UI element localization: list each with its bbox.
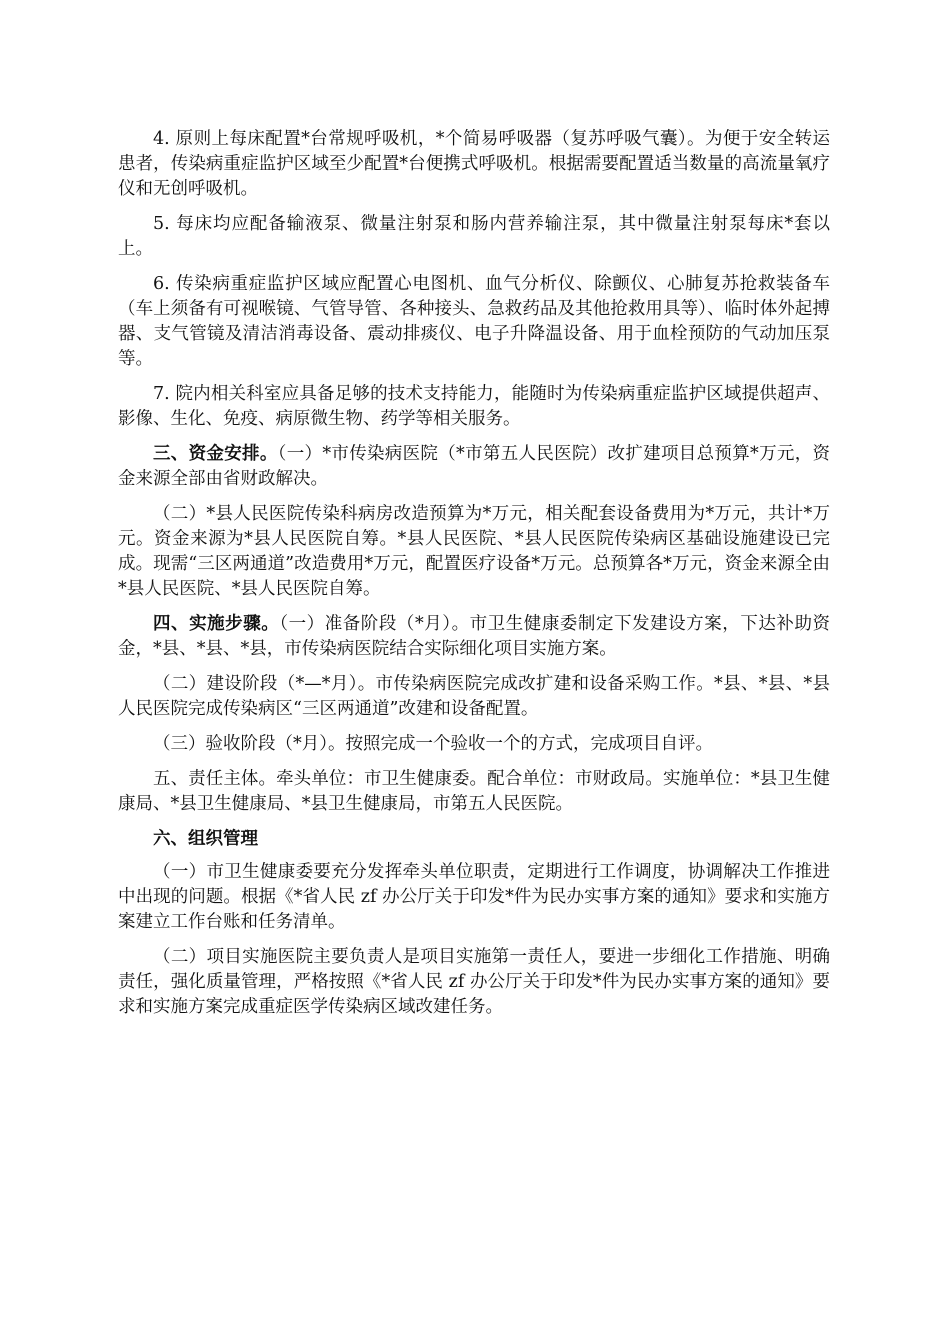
section-organization-management [118, 827, 830, 852]
paragraph-health-commission-duties [118, 860, 830, 935]
paragraph-construction-phase [118, 672, 830, 722]
paragraph-text: 5. 每床均应配备输液泵、微量注射泵和肠内营养输注泵，其中微量注射泵每床*套以上。 [118, 214, 830, 259]
section-implementation-steps [118, 612, 830, 662]
section-heading-organization: 六、组织管理 [153, 829, 258, 849]
paragraph-text: （二）*县人民医院传染科病房改造预算为*万元，相关配套设备费用为*万元，共计*万元。资金来源为*县人民医院自筹。*县人民医院、*县人民医院传染病区基础设施建设已完成。现需“三区两通道”改造费用*万元，配置医疗设备*万元。总预算各*万元，资金来源全由*县人民医院、*县人民医院自筹。 [118, 504, 830, 599]
paragraph-ventilator-config [118, 127, 830, 202]
paragraph-text: 7. 院内相关科室应具备足够的技术支持能力，能随时为传染病重症监护区域提供超声、影像、生化、免疫、病原微生物、药学等相关服务。 [118, 384, 830, 429]
paragraph-technical-support [118, 382, 830, 432]
paragraph-county-budget [118, 502, 830, 602]
paragraph-text: （二）建设阶段（*—*月）。市传染病医院完成改扩建和设备采购工作。*县、*县、*县人民医院完成传染病区“三区两通道”改建和设备配置。 [118, 674, 830, 719]
section-funding [118, 442, 830, 492]
document-body [118, 127, 830, 1030]
paragraph-text: （二）项目实施医院主要负责人是项目实施第一责任人，要进一步细化工作措施、明确责任，强化质量管理，严格按照《*省人民 zf 办公厅关于印发*件为民办实事方案的通知》要求和实施方案完成重症医学传染病区域改建任务。 [118, 947, 830, 1017]
paragraph-infusion-pumps [118, 212, 830, 262]
section-heading-funding: 三、资金安排。 [153, 444, 278, 464]
paragraph-hospital-responsibility [118, 945, 830, 1020]
paragraph-monitoring-equipment [118, 272, 830, 372]
section-responsible-parties [118, 767, 830, 817]
paragraph-text: （一）准备阶段（*月）。市卫生健康委制定下发建设方案，下达补助资金，*县、*县、*县，市传染病医院结合实际细化项目实施方案。 [118, 614, 831, 659]
paragraph-acceptance-phase [118, 732, 830, 757]
paragraph-text: 6. 传染病重症监护区域应配置心电图机、血气分析仪、除颤仪、心肺复苏抢救装备车（车上须备有可视喉镜、气管导管、各种接头、急救药品及其他抢救用具等）、临时体外起搏器、支气管镜及清洁消毒设备、震动排痰仪、电子升降温设备、用于血栓预防的气动加压泵等。 [118, 274, 830, 369]
paragraph-text: （三）验收阶段（*月）。按照完成一个验收一个的方式，完成项目自评。 [153, 734, 713, 754]
paragraph-text: 4. 原则上每床配置*台常规呼吸机，*个简易呼吸器（复苏呼吸气囊）。为便于安全转运患者，传染病重症监护区域至少配置*台便携式呼吸机。根据需要配置适当数量的高流量氧疗仪和无创呼吸机。 [118, 129, 830, 199]
paragraph-text: （一）市卫生健康委要充分发挥牵头单位职责，定期进行工作调度，协调解决工作推进中出现的问题。根据《*省人民 zf 办公厅关于印发*件为民办实事方案的通知》要求和实施方案建立工作台账和任务清单。 [118, 862, 830, 932]
paragraph-text: 五、责任主体。牵头单位：市卫生健康委。配合单位：市财政局。实施单位：*县卫生健康局、*县卫生健康局、*县卫生健康局，市第五人民医院。 [118, 769, 830, 814]
paragraph-text: （一）*市传染病医院（*市第五人民医院）改扩建项目总预算*万元，资金来源全部由省财政解决。 [118, 444, 831, 489]
section-heading-implementation: 四、实施步骤。 [153, 614, 280, 634]
